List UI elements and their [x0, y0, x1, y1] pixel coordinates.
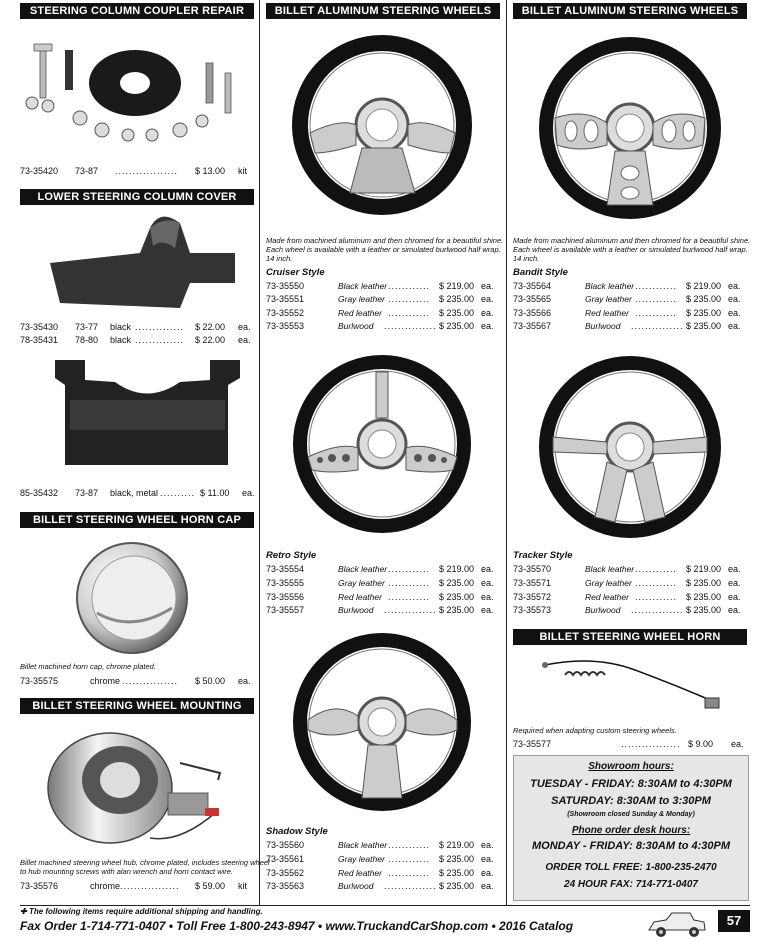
- column-divider-right: [506, 0, 507, 905]
- col2-description-line-3: 14 inch.: [266, 254, 293, 263]
- cruiser-wheel-image: [290, 33, 475, 218]
- horn-cap-description: Billet machined horn cap, chrome plated.: [20, 662, 156, 671]
- mounting-hub-image: [40, 718, 240, 848]
- section-header-wheels-col3: BILLET ALUMINUM STEERING WHEELS: [513, 3, 747, 19]
- showroom-hours-title: Showroom hours:: [588, 761, 674, 772]
- contact-wire-description: Required when adapting custom steering wheels.: [513, 726, 677, 735]
- section-header-horn-cap: BILLET STEERING WHEEL HORN CAP: [20, 512, 254, 528]
- section-header-lower-cover: LOWER STEERING COLUMN COVER: [20, 189, 254, 205]
- hours-line-2: SATURDAY: 8:30AM to 3:30PM: [551, 795, 711, 807]
- page-number: 57: [718, 910, 750, 932]
- tracker-style-title: Tracker Style: [513, 550, 573, 561]
- col3-description-line-3: 14 inch.: [513, 254, 540, 263]
- hours-line-6: 24 HOUR FAX: 714-771-0407: [564, 879, 698, 890]
- footer-contact-line: Fax Order 1-714-771-0407 • Toll Free 1-800-243-8947 • www.TruckandCarShop.com • 2016 Catalog: [20, 919, 574, 933]
- shadow-style-title: Shadow Style: [266, 826, 328, 837]
- bandit-style-title: Bandit Style: [513, 267, 568, 278]
- hub-description-line-1: Billet machined steering wheel hub, chrome plated, includes steering wheel: [20, 858, 270, 867]
- truck-logo-icon: [646, 910, 708, 940]
- contact-wire-image: [535, 650, 735, 720]
- column-divider-left: [259, 0, 260, 905]
- hours-line-5: ORDER TOLL FREE: 1-800-235-2470: [545, 862, 717, 873]
- retro-wheel-image: [290, 352, 475, 537]
- shadow-wheel-image: [290, 630, 475, 815]
- lower-cover-image: [40, 208, 240, 313]
- hours-line-4: MONDAY - FRIDAY: 8:30AM to 4:30PM: [531, 840, 731, 852]
- footer-note: ✚ The following items require additional shipping and handling.: [20, 907, 263, 916]
- hub-description-line-2: to hub mounting screws with alan wrench and horn contact wire.: [20, 867, 234, 876]
- tracker-wheel-image: [535, 352, 725, 542]
- section-header-hub: BILLET STEERING WHEEL MOUNTING HUB: [20, 698, 254, 714]
- bandit-wheel-image: [535, 33, 725, 223]
- footer-rule: [20, 905, 750, 906]
- retro-style-title: Retro Style: [266, 550, 317, 561]
- col3-description-line-2: Each wheel is available with a leather or simulated burlwood half wrap.: [513, 245, 748, 254]
- section-header-wheels-col2: BILLET ALUMINUM STEERING WHEELS: [266, 3, 500, 19]
- plus-icon: ✚: [20, 907, 29, 916]
- section-header-coupler: STEERING COLUMN COUPLER REPAIR KIT: [20, 3, 254, 19]
- col3-description-line-1: Made from machined aluminum and then chromed for a beautiful shine.: [513, 236, 751, 245]
- phone-hours-title: Phone order desk hours:: [571, 825, 691, 836]
- col2-description-line-2: Each wheel is available with a leather or simulated burlwood half wrap.: [266, 245, 501, 254]
- cruiser-style-title: Cruiser Style: [266, 267, 325, 278]
- metal-cover-image: [50, 360, 245, 470]
- section-header-contact-wire: BILLET STEERING WHEEL HORN CONTACT WIRE: [513, 629, 747, 645]
- col2-description-line-1: Made from machined aluminum and then chromed for a beautiful shine.: [266, 236, 504, 245]
- coupler-kit-image: [20, 38, 254, 150]
- hours-line-3: (Showroom closed Sunday & Monday): [567, 811, 695, 818]
- store-hours-box: [513, 755, 749, 901]
- hours-line-1: TUESDAY - FRIDAY: 8:30AM to 4:30PM: [530, 778, 732, 790]
- horn-cap-image: [72, 538, 192, 658]
